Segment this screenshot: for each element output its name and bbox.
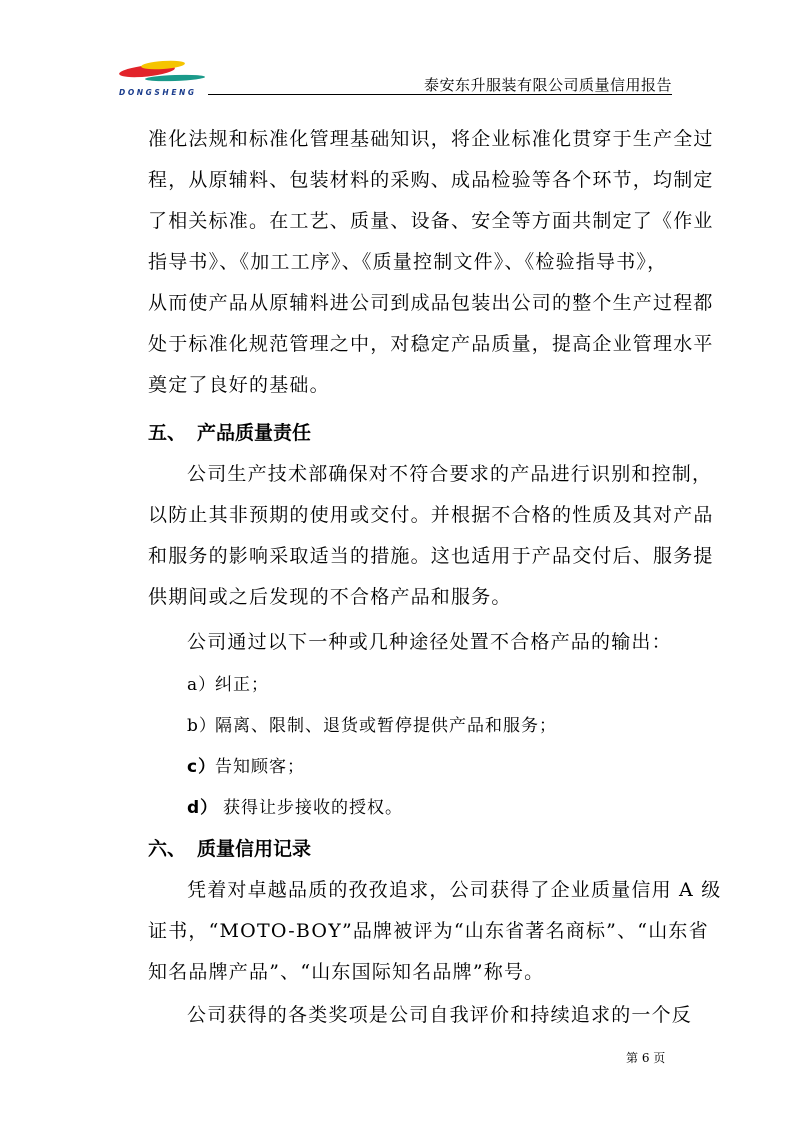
header-rule xyxy=(208,94,672,95)
paragraph-line: 供期间或之后发现的不合格产品和服务。 xyxy=(148,586,512,608)
paragraph-line: 程，从原辅料、包装材料的采购、成品检验等各个环节，均制定 xyxy=(148,169,714,191)
logo-yellow-swoosh xyxy=(141,59,185,70)
paragraph-line: 和服务的影响采取适当的措施。这也适用于产品交付后、服务提 xyxy=(148,545,714,567)
list-item xyxy=(187,670,269,695)
list-text: 纠正； xyxy=(215,675,269,695)
list-marker: b） xyxy=(187,716,217,736)
paragraph-line: 公司通过以下一种或几种途径处置不合格产品的输出： xyxy=(187,631,672,653)
list-text: 隔离、限制、退货或暂停提供产品和服务； xyxy=(215,716,557,736)
section-number: 五、 xyxy=(148,422,187,444)
header-title: 泰安东升服装有限公司质量信用报告 xyxy=(423,76,672,94)
paragraph-line: 了相关标准。在工艺、质量、设备、安全等方面共制定了《作业 xyxy=(148,210,714,232)
list-item xyxy=(187,711,557,736)
paragraph-line: 处于标准化规范管理之中，对稳定产品质量，提高企业管理水平 xyxy=(148,333,714,355)
logo-text: DONGSHENG xyxy=(119,88,197,97)
company-logo xyxy=(117,58,209,98)
paragraph-line: 证书，“MOTO-BOY”品牌被评为“山东省著名商标”、“山东省 xyxy=(148,920,709,942)
section-title: 产品质量责任 xyxy=(197,422,312,444)
list-text: 获得让步接收的授权。 xyxy=(223,798,403,818)
section-heading-6 xyxy=(148,834,311,861)
paragraph-line: 从而使产品从原辅料进公司到成品包装出公司的整个生产过程都 xyxy=(148,292,714,314)
page-number: 第 6 页 xyxy=(626,1051,666,1065)
paragraph-line: 指导书》、《加工工序》、《质量控制文件》、《检验指导书》， xyxy=(148,251,668,273)
section-title: 质量信用记录 xyxy=(197,838,312,860)
list-item xyxy=(187,793,403,818)
paragraph-line: 奠定了良好的基础。 xyxy=(148,374,330,396)
section-heading-5 xyxy=(148,418,311,445)
list-marker: d） xyxy=(187,798,219,818)
paragraph-line: 公司获得的各类奖项是公司自我评价和持续追求的一个反 xyxy=(187,1004,693,1026)
paragraph-line: 凭着对卓越品质的孜孜追求，公司获得了企业质量信用 A 级 xyxy=(187,879,722,901)
list-text: 告知顾客； xyxy=(215,757,305,777)
paragraph-line: 以防止其非预期的使用或交付。并根据不合格的性质及其对产品 xyxy=(148,504,714,526)
section-number: 六、 xyxy=(148,838,187,860)
list-marker: c） xyxy=(187,757,217,777)
paragraph-line: 准化法规和标准化管理基础知识，将企业标准化贯穿于生产全过 xyxy=(148,128,714,150)
paragraph-line: 知名品牌产品”、“山东国际知名品牌”称号。 xyxy=(148,961,545,983)
paragraph-line: 公司生产技术部确保对不符合要求的产品进行识别和控制， xyxy=(187,463,713,485)
list-item xyxy=(187,752,305,777)
list-marker: a） xyxy=(187,675,217,695)
